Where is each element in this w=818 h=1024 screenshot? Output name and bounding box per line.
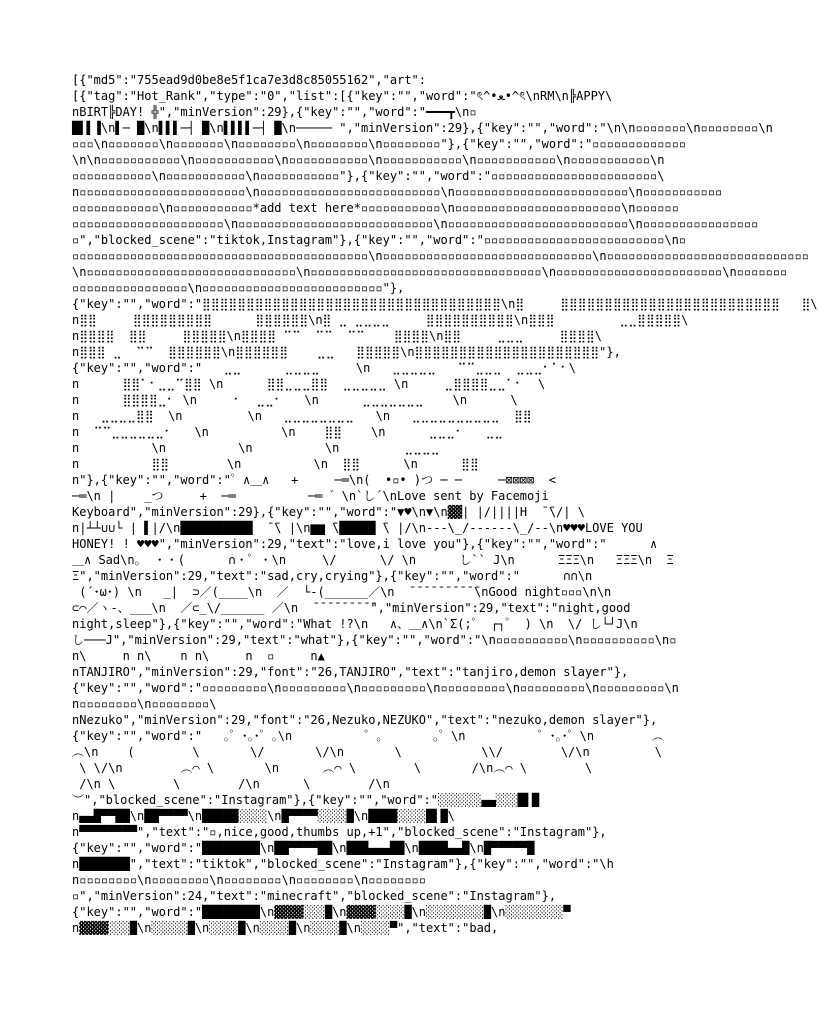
text-line: Keyboard","minVersion":29},{"key":"","word":"▼♥\n▼\n▓▓| |/||||H ̄ ̄\/| \ bbox=[72, 505, 585, 519]
text-line: n ⣿⣿⠁⠂⣀⣀⠉⣿⣿ \n ⣿⣿⣀⣀⣀⣿⣿ ⣀⣀⣀⣀⣀ \n ⣀⣿⣿⣿⣿⣀⣀⠁⠂ \ bbox=[72, 377, 546, 391]
text-line: ▫▫▫▫▫▫▫▫▫▫▫▫\n▫▫▫▫▫▫▫▫▫▫▫*add text here*▫▫▫▫▫▫▫▫▫▫▫\n▫▫▫▫▫▫▫▫▫▫▫▫▫▫▫▫▫▫▫▫▫▫▫\n▫▫▫▫▫▫ bbox=[72, 201, 679, 215]
text-line: /\n \ \ /\n \ /\n bbox=[72, 777, 390, 791]
text-line: n ⣿⣿⣿⣿⣀⠂ \n ⠂ ⣀⣀⠂ \n ⣀⣀⣀⣀⣀⣀⣀ \n \ bbox=[72, 393, 518, 407]
text-line: n"},{"key":"","word":"゜∧＿∧ + ─═\n( •▫• )つ ─ ─ ─⊠⊠⊠⊠ < bbox=[72, 473, 556, 487]
text-line: ▫▫▫▫▫▫▫▫▫▫▫\n▫▫▫▫▫▫▫▫▫▫▫\n▫▫▫▫▫▫▫▫▫▫▫"},{"key":"","word":"▫▫▫▫▫▫▫▫▫▫▫▫▫▫▫▫▫▫▫▫▫▫▫\ bbox=[72, 169, 665, 183]
text-line: ▫▫▫\n▫▫▫▫▫▫▫\n▫▫▫▫▫▫▫\n▫▫▫▫▫▫▫▫\n▫▫▫▫▫▫▫▫\n▫▫▫▫▫▫▫▫"},{"key":"","word":"▫▫▫▫▫▫▫▫▫▫▫▫▫ bbox=[72, 137, 687, 151]
text-line: nNezuko","minVersion":29,"font":"26,Nezuko,NEZUKO","text":"nezuko,demon slayer"}, bbox=[72, 713, 658, 727]
text-line: n⣿⣿ ⣿⣿⣿⣿⣿⣿⣿⣿⣿ ⣿⣿⣿⣿⣿⣿\n⣿ ⣀ ⣀⣀⣀⣀ ⣿⣿⣿⣿⣿⣿⣿⣿⣿⣿\n⣿⣿⣿ ⣀⣀⣿⣿⣿⣿⣿\ bbox=[72, 313, 689, 327]
text-line: \n▫▫▫▫▫▫▫▫▫▫▫▫▫▫▫▫▫▫▫▫▫▫▫▫▫▫▫▫▫\n▫▫▫▫▫▫▫▫▫▫▫▫▫▫▫▫▫▫▫▫▫▫▫▫▫▫▫▫▫▫▫▫\n▫▫▫▫▫▫▫▫▫▫▫▫▫▫▫▫▫▫▫▫▫▫▫\n▫▫▫▫▫▫▫ bbox=[72, 265, 788, 279]
text-line: n⣿⣿⣿⣿ ⣿⣿ ⣿⣿⣿⣿⣿\n⣿⣿⣿⣿ ⠉⠉ ⠉⠉ ⠉⠉ ⣿⣿⣿⣿\n⣿⣿ ⣀⣀⣀ ⣿⣿⣿⣿\ bbox=[72, 329, 603, 343]
text-line: {"key":"","word":"████████\n██▀▀▀▀██\n███▄▄▄██\n████▄▄█\n█▀▀▀▀▀█ bbox=[72, 841, 535, 855]
text-line: Ξ","minVersion":29,"text":"sad,cry,crying"},{"key":"","word":" ∩∩\n bbox=[72, 569, 593, 583]
text-line: n ⣀⣀⣀⣀⣿⣿ \n \n ⣀⣀⣀⣀⣀⣀⣀⣀ \n ⣀⣀⣀⣀⣀⣀⣀⣀⣀⣀ ⣿⣿ bbox=[72, 409, 532, 423]
text-line: (´･ω･) \n _| ⊃／(____\n ／ └-(______／\n ̄ ̄ ̄ ̄ ̄ ̄ ̄ ̄ ̄ ̄\nGood night▫▫▫\n\n bbox=[72, 585, 612, 599]
text-line: {"key":"","word":" ⣀⣀ ⣀⣀⣀⣀ \n ⣀⣀⣀⣀⣀ ⠉⠉⣀⣀⣀ ⣀⣀⣀⠂⠁⠂\ bbox=[72, 361, 577, 375]
text-line: n\ n n\ n n\ n ▫ n▲ bbox=[72, 649, 325, 663]
text-line: {"key":"","word":"⣿⣿⣿⣿⣿⣿⣿⣿⣿⣿⣿⣿⣿⣿⣿⣿⣿⣿⣿⣿⣿⣿⣿⣿⣿⣿⣿⣿⣿⣿⣿⣿⣿⣿\n⣿ ⣿⣿⣿⣿⣿⣿⣿⣿⣿⣿⣿⣿⣿⣿⣿⣿⣿⣿⣿⣿⣿⣿⣿⣿⣿ ⣿\ bbox=[72, 297, 818, 311]
text-line: HONEY! ! ♥♥♥","minVersion":29,"text":"love,i love you"},{"key":"","word":" ∧ bbox=[72, 537, 658, 551]
document-body bbox=[72, 72, 818, 952]
text-line: \n\n▫▫▫▫▫▫▫▫▫▫▫\n▫▫▫▫▫▫▫▫▫▫▫\n▫▫▫▫▫▫▫▫▫▫▫\n▫▫▫▫▫▫▫▫▫▫▫\n▫▫▫▫▫▫▫▫▫▫▫\n▫▫▫▫▫▫▫▫▫▫▫\n bbox=[72, 153, 665, 167]
text-line: nBIRT╠DAY! ╬","minVersion":29},{"key":"","word":"━━━┳\n▫ bbox=[72, 105, 477, 119]
text-line: ▫▫▫▫▫▫▫▫▫▫▫▫▫▫▫▫▫▫▫▫▫\n▫▫▫▫▫▫▫▫▫▫▫▫▫▫▫▫▫▫▫▫▫▫▫▫▫▫▫\n▫▫▫▫▫▫▫▫▫▫▫▫▫▫▫▫▫▫▫▫▫▫▫▫▫\n▫▫▫▫▫▫▫▫▫▫▫▫▫▫▫▫ bbox=[72, 217, 759, 231]
text-line: night,sleep"},{"key":"","word":"What !?\n ∧、＿∧\n`Σ(;゜ ┌┐゜ ) \n \/ し└┘J\n bbox=[72, 617, 638, 631]
text-line: {"key":"","word":" ｡゜･｡･゜｡\n ゜｡ ｡゜\n ゜･｡･゜\n ︵ bbox=[72, 729, 664, 743]
text-line: ─═\n | _つ + ─═ ─═ ゛\n`し´\nLove sent by Facemoji bbox=[72, 489, 549, 503]
text-line: ▫","minVersion":24,"text":"minecraft","blocked_scene":"Instagram"}, bbox=[72, 889, 557, 903]
text-line: n ⠉⠉⣀⣀⣀⣀⣀⣀⠂ \n \n ⣿⣿ \n ⣀⣀⣀⠂ ⣀⣀ bbox=[72, 425, 504, 439]
text-line: [{"tag":"Hot_Rank","type":"0","list":[{"key":"","word":"ৎ^•ﻌ•^ৎ\nRM\n╠APPY\ bbox=[72, 89, 613, 103]
text-line: ︶","blocked_scene":"Instagram"},{"key":"","word":"░░░░░░▄▄░░░█▌█ bbox=[72, 793, 540, 807]
text-line: ︵\n ( \ \/ \/\n \ \\/ \/\n \ bbox=[72, 745, 662, 759]
text-line: n▀▀▀▀▀▀▀▀","text":"▫,nice,good,thumbs up,+1","blocked_scene":"Instagram"}, bbox=[72, 825, 607, 839]
text-line: n▄▄█▀▀██\n██▀▀▀▀\n█████░░░░\n█▀▀▀▀░░░░█\n████░░░░█▌█\ bbox=[72, 809, 455, 823]
text-line: し───J","minVersion":29,"text":"what"},{"key":"","word":"\n▫▫▫▫▫▫▫▫▫▫\n▫▫▫▫▫▫▫▫▫▫\n▫ bbox=[72, 633, 677, 647]
text-line: █▌▌▐\n▌─ █\n▌▌▌─┤ █\n▌▌▌▌─┤ █\n───── ","minVersion":29},{"key":"","word":"\n\n▫▫▫▫▫▫▫\n▫▫▫▫▫▫▫▫\n bbox=[72, 121, 773, 135]
text-line: n▫▫▫▫▫▫▫▫▫▫▫▫▫▫▫▫▫▫▫▫▫▫▫\n▫▫▫▫▫▫▫▫▫▫▫▫▫▫▫▫▫▫▫▫▫▫▫▫▫\n▫▫▫▫▫▫▫▫▫▫▫▫▫▫▫▫▫▫▫▫▫▫▫▫\n▫▫▫▫▫▫▫▫▫▫▫ bbox=[72, 185, 723, 199]
text-line: ▫▫▫▫▫▫▫▫▫▫▫▫▫▫▫▫▫▫▫▫▫▫▫▫▫▫▫▫▫▫▫▫▫▫▫▫▫▫▫▫▫\n▫▫▫▫▫▫▫▫▫▫▫▫▫▫▫▫▫▫▫▫▫▫▫▫▫▫▫▫▫\n▫▫▫▫▫▫▫▫▫▫▫▫▫▫▫▫▫▫▫▫▫▫▫▫▫▫▫▫ bbox=[72, 249, 809, 263]
text-line: n|┴┴∪∪└ | ▌|/\n██████████ ̄ ̄\ |\n▆▆ ̄\█████ ̄\ |/\n-‐-\_/‐‐‐‐‐‐\_/‐-\n♥♥♥LOVE YOU bbox=[72, 521, 643, 535]
text-line: n⣿⣿⣿ ⣀ ⠉⠉ ⣿⣿⣿⣿⣿⣿\n⣿⣿⣿⣿⣿⣿ ⣀⣀ ⣿⣿⣿⣿⣿\n⣿⣿⣿⣿⣿⣿⣿⣿⣿⣿⣿⣿⣿⣿⣿⣿⣿⣿⣿⣿⣿"}, bbox=[72, 345, 621, 359]
text-line: n▫▫▫▫▫▫▫▫\n▫▫▫▫▫▫▫▫\n▫▫▫▫▫▫▫▫\n▫▫▫▫▫▫▫▫\n▫▫▫▫▫▫▫▫ bbox=[72, 873, 427, 887]
text-line: n▓▓▓▓░░░█\n░░░░░█\n░░░░█\n░░░░█\n░░░░█\n░░░░▀","text":"bad, bbox=[72, 921, 499, 935]
text-line: ⊂⌒／ヽ-、___\n ／⊂_\/______ ／\n ̄ ̄ ̄ ̄ ̄ ̄ ̄ ̄ ̄","minVersion":29,"text":"night,good bbox=[72, 601, 631, 615]
text-line: n \n \n \n ⣀⣀⣀⣀ bbox=[72, 441, 440, 455]
text-line: {"key":"","word":"▫▫▫▫▫▫▫▫▫\n▫▫▫▫▫▫▫▫▫\n▫▫▫▫▫▫▫▫▫\n▫▫▫▫▫▫▫▫▫\n▫▫▫▫▫▫▫▫▫\n▫▫▫▫▫▫▫▫▫\n bbox=[72, 681, 679, 695]
text-line: ▫▫▫▫▫▫▫▫▫▫▫▫▫▫▫▫\n▫▫▫▫▫▫▫▫▫▫▫▫▫▫▫▫▫▫▫▫▫▫▫▫▫"}, bbox=[72, 281, 405, 295]
text-line: n ⣿⣿ \n \n ⣿⣿ \n ⣿⣿ bbox=[72, 457, 479, 471]
text-line: {"key":"","word":"████████\n▓▓▓▓░░░█\n▓▓▓▓░░░░█\n░░░░░░░░█\n░░░░░░░░▀ bbox=[72, 905, 571, 919]
text-line: n███████","text":"tiktok","blocked_scene":"Instagram"},{"key":"","word":"\h bbox=[72, 857, 614, 871]
text-line: [{"md5":"755ead9d0be8e5f1ca7e3d8c85055162","art": bbox=[72, 73, 427, 87]
text-line: n▫▫▫▫▫▫▫▫\n▫▫▫▫▫▫▫▫\ bbox=[72, 697, 217, 711]
text-line: nTANJIRO","minVersion":29,"font":"26,TANJIRO","text":"tanjiro,demon slayer"}, bbox=[72, 665, 629, 679]
text-line: \ \/\n ︵⌒ \ \n ︵⌒ \ \ /\n︵⌒ \ \ bbox=[72, 761, 593, 775]
text-line: ▫","blocked_scene":"tiktok,Instagram"},{"key":"","word":"▫▫▫▫▫▫▫▫▫▫▫▫▫▫▫▫▫▫▫▫▫▫▫▫▫\n▫ bbox=[72, 233, 687, 247]
text-line: ＿∧ Sad\n。 ・・( ∩・゜・\n \/ \/ \n し`` J\n ΞΞΞ\n ΞΞΞ\n Ξ bbox=[72, 553, 674, 567]
